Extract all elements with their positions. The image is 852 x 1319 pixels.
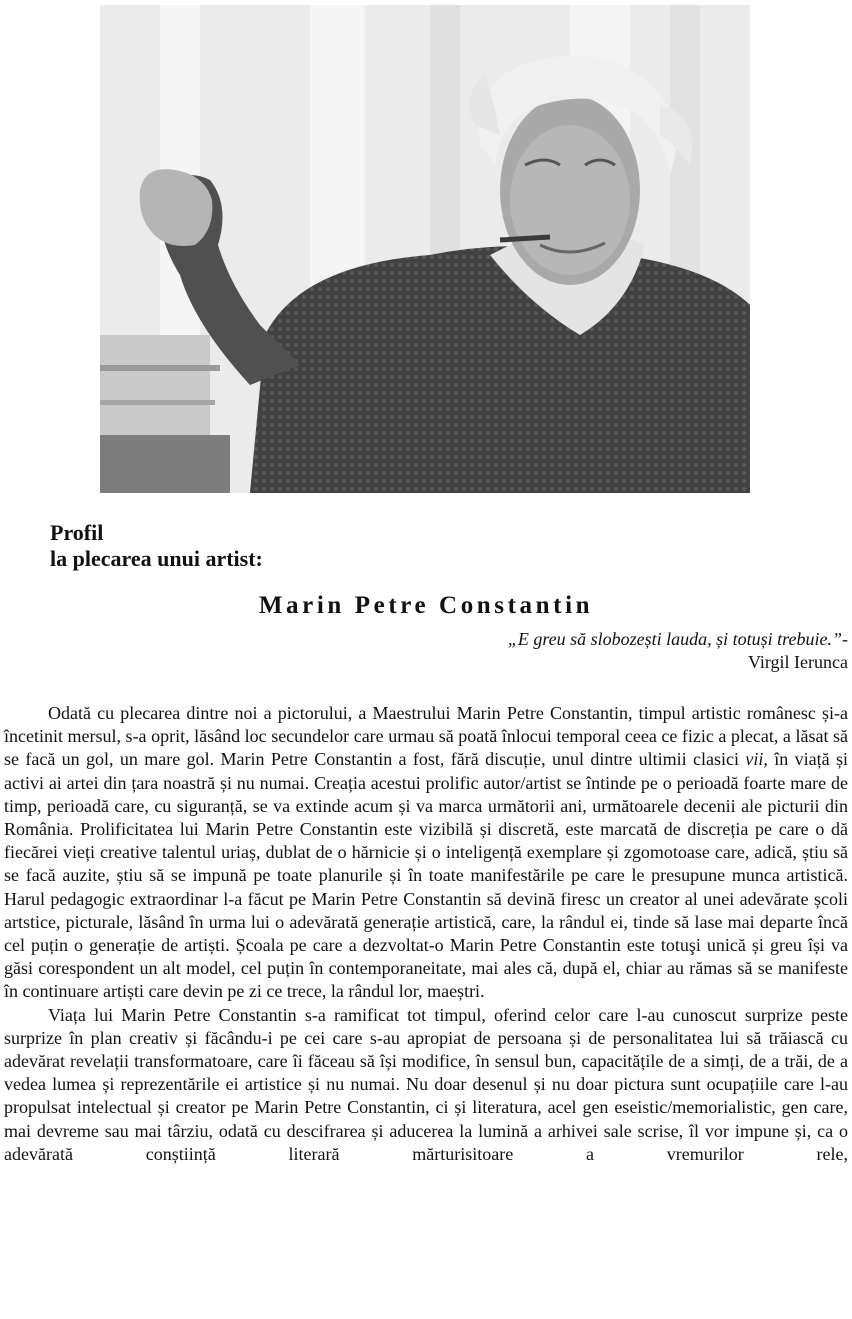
epigraph-author: Virgil Ierunca	[747, 652, 848, 672]
epigraph	[508, 628, 848, 674]
portrait-illustration	[100, 5, 750, 493]
emphasis-text: vii	[745, 749, 764, 770]
heading-line-2: la plecarea unui artist:	[50, 546, 263, 571]
article-title: Marin Petre Constantin	[258, 592, 594, 619]
epigraph-text: „E greu să slobozești lauda, și totuși trebuie.”	[507, 629, 842, 649]
paragraph	[4, 702, 848, 1004]
portrait-photo	[100, 5, 750, 493]
paragraph: Viața lui Marin Petre Constantin s-a ramificat tot timpul, oferind celor care l-au cunoscut surprize peste surprize în plan creativ și făcându-i pe cei care s-au apropiat de persoana și de personalitatea lui să trăiască cu adevărat revelații transformatoare, care îi făceau să își modifice, în sensul bun, capacitățile de a simți, de a trăi, de a vedea lumea și reprezentările ei artistice și nu numai. Nu doar desenul și nu doar pictura sunt ocupațiile care l-au propulsat intelectual și creator pe Marin Petre Constantin, ci și literatura, acel gen eseistic/memorialistic, gen care, mai devreme sau mai târziu, odată cu descifrarea și aducerea la lumină a arhivei sale scrise, îl vor impune și, ca o adevărată conștiință literară mărturisitoare a vremurilor rele,	[4, 1004, 848, 1164]
epigraph-dash: -	[842, 629, 848, 649]
paragraph-text: Odată cu plecarea dintre noi a pictorului, a Maestrului Marin Petre Constantin, timpul artistic românesc și-a încetinit mersul, s-a oprit, lăsând loc secundelor care urmau să poată înlocui temporal ceea ce fizic a plecat, a lăsat să se facă un gol, un mare gol. Marin Petre Constantin a fost, fără discuție, unul dintre ultimii clasici	[4, 703, 848, 770]
article-body	[4, 702, 848, 1166]
section-heading	[50, 520, 263, 572]
paragraph-text: , în viață și activi ai artei din țara noastră și nu numai. Creația acestui prolific autor/artist se întinde pe o perioadă foarte mare de timp, perioadă care, cu siguranță, se va extinde acum și va marca următorii ani, următoarele decenii ale picturii din România. Prolificitatea lui Marin Petre Constantin este vizibilă și discretă, este marcată de discreția pe care o dă fiecărei vieți creative talentul uriaș, dublat de o hărnicie și o inteligență exemplare și zgomotoase care, adică, știu să se facă auzite, știu să se impună pe toate planurile și în toate manifestările pe care le presupune munca artistică. Harul pedagogic extraordinar l-a făcut pe Marin Petre Constantin să devină firesc un creator al unei adevărate școli artstice, picturale, lăsând în urma lui o adevărată generație artistică, care, la rândul ei, tinde să lase mai departe încă cel puțin o generație de artiști. Școala pe care a dezvoltat-o Marin Petre Constantin este totuşi unică și greu își va găsi corespondent un alt model, cel puțin în contemporaneitate, mai ales că, după el, chiar au rămas să se manifeste în continuare artiști care devin pe zi ce trece, la rândul lor, maeștri.	[4, 749, 848, 1002]
heading-line-1: Profil	[50, 520, 104, 545]
